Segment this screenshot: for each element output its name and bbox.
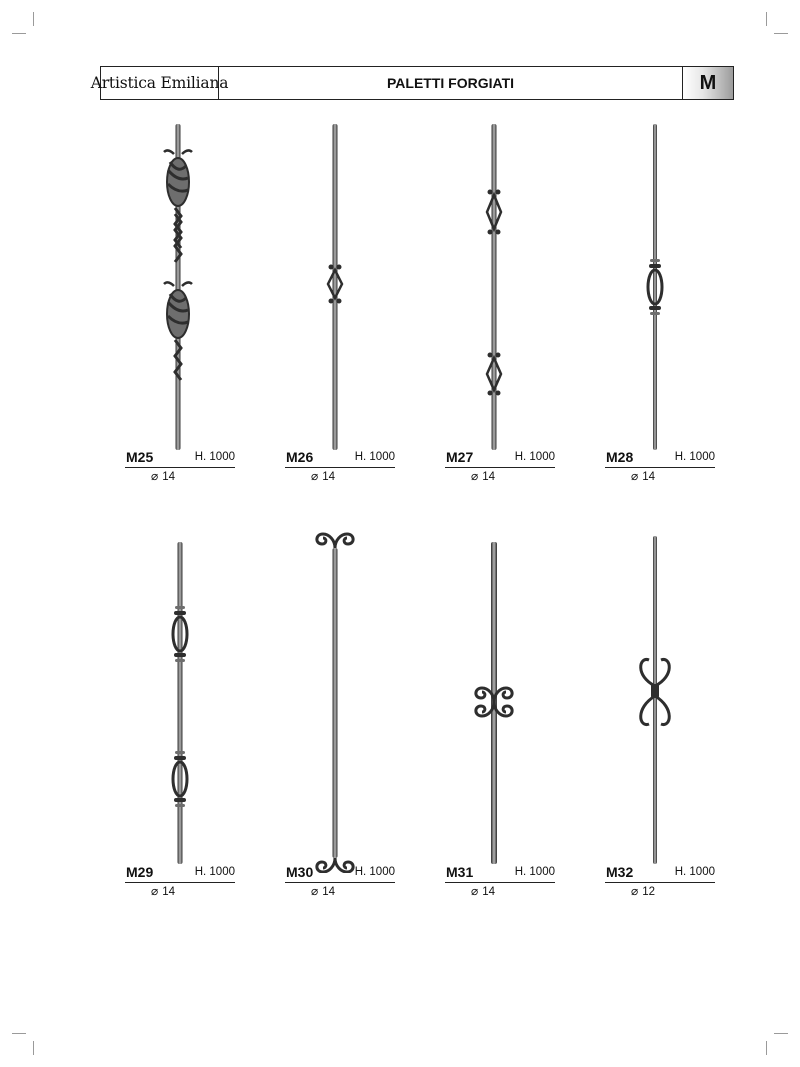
crop-mark	[33, 1041, 34, 1055]
crop-mark	[12, 1033, 26, 1034]
product-caption	[605, 864, 715, 883]
rod-bar	[178, 542, 183, 864]
diameter-icon: ⌀	[311, 884, 319, 898]
product-item	[582, 528, 742, 948]
diameter-value: 12	[642, 886, 656, 898]
baluster-illustration	[102, 528, 262, 873]
diameter-value: 14	[322, 471, 336, 483]
product-code: M26	[286, 449, 314, 465]
product-item	[582, 110, 742, 530]
crop-mark	[33, 12, 34, 26]
product-height: H. 1000	[194, 866, 235, 878]
product-diameter	[471, 469, 495, 483]
rod-bar	[653, 124, 657, 450]
rod-bar	[333, 124, 338, 450]
product-caption	[285, 449, 395, 468]
rod-bar	[492, 124, 497, 450]
product-height: H. 1000	[194, 451, 235, 463]
rod-bar	[653, 536, 657, 864]
diameter-value: 14	[482, 886, 496, 898]
baluster-illustration	[582, 528, 742, 873]
brand-logo: Artistica Emiliana	[101, 67, 219, 99]
product-caption	[125, 864, 235, 883]
product-item	[262, 110, 422, 530]
product-code: M29	[126, 864, 154, 880]
product-item	[102, 110, 262, 530]
baluster-illustration	[262, 528, 422, 873]
diameter-value: 14	[162, 886, 176, 898]
product-code: M28	[606, 449, 634, 465]
catalog-header	[90, 66, 734, 100]
crop-mark	[766, 12, 767, 26]
diameter-icon: ⌀	[311, 469, 319, 483]
section-letter: M	[682, 67, 733, 99]
product-diameter	[631, 469, 655, 483]
product-item	[262, 528, 422, 948]
diameter-icon: ⌀	[631, 884, 639, 898]
baluster-illustration	[582, 110, 742, 455]
baluster-illustration	[262, 110, 422, 455]
diameter-value: 14	[482, 471, 496, 483]
diameter-icon: ⌀	[631, 469, 639, 483]
baluster-illustration	[102, 110, 262, 455]
product-caption	[445, 449, 555, 468]
product-height: H. 1000	[514, 451, 555, 463]
crop-mark	[12, 33, 26, 34]
product-diameter	[631, 884, 655, 898]
product-code: M25	[126, 449, 154, 465]
crop-mark	[774, 33, 788, 34]
diameter-icon: ⌀	[151, 884, 159, 898]
product-height: H. 1000	[674, 866, 715, 878]
baluster-illustration	[422, 110, 582, 455]
product-caption	[285, 864, 395, 883]
product-height: H. 1000	[674, 451, 715, 463]
product-diameter	[151, 884, 175, 898]
page-title: PALETTI FORGIATI	[386, 75, 515, 91]
product-caption	[125, 449, 235, 468]
product-item	[422, 110, 582, 530]
product-item	[102, 528, 262, 948]
diameter-icon: ⌀	[471, 884, 479, 898]
diameter-icon: ⌀	[151, 469, 159, 483]
product-code: M31	[446, 864, 474, 880]
product-diameter	[151, 469, 175, 483]
product-height: H. 1000	[354, 866, 395, 878]
crop-mark	[766, 1041, 767, 1055]
crop-mark	[774, 1033, 788, 1034]
product-diameter	[311, 469, 335, 483]
product-code: M30	[286, 864, 314, 880]
product-height: H. 1000	[354, 451, 395, 463]
diameter-value: 14	[642, 471, 656, 483]
product-caption	[445, 864, 555, 883]
product-code: M32	[606, 864, 634, 880]
product-caption	[605, 449, 715, 468]
rod-bar	[333, 548, 338, 858]
scroll-ornament	[317, 534, 353, 548]
diameter-value: 14	[162, 471, 176, 483]
product-item	[422, 528, 582, 948]
product-diameter	[311, 884, 335, 898]
diameter-icon: ⌀	[471, 469, 479, 483]
baluster-illustration	[422, 528, 582, 873]
product-height: H. 1000	[514, 866, 555, 878]
product-code: M27	[446, 449, 474, 465]
diameter-value: 14	[322, 886, 336, 898]
product-diameter	[471, 884, 495, 898]
